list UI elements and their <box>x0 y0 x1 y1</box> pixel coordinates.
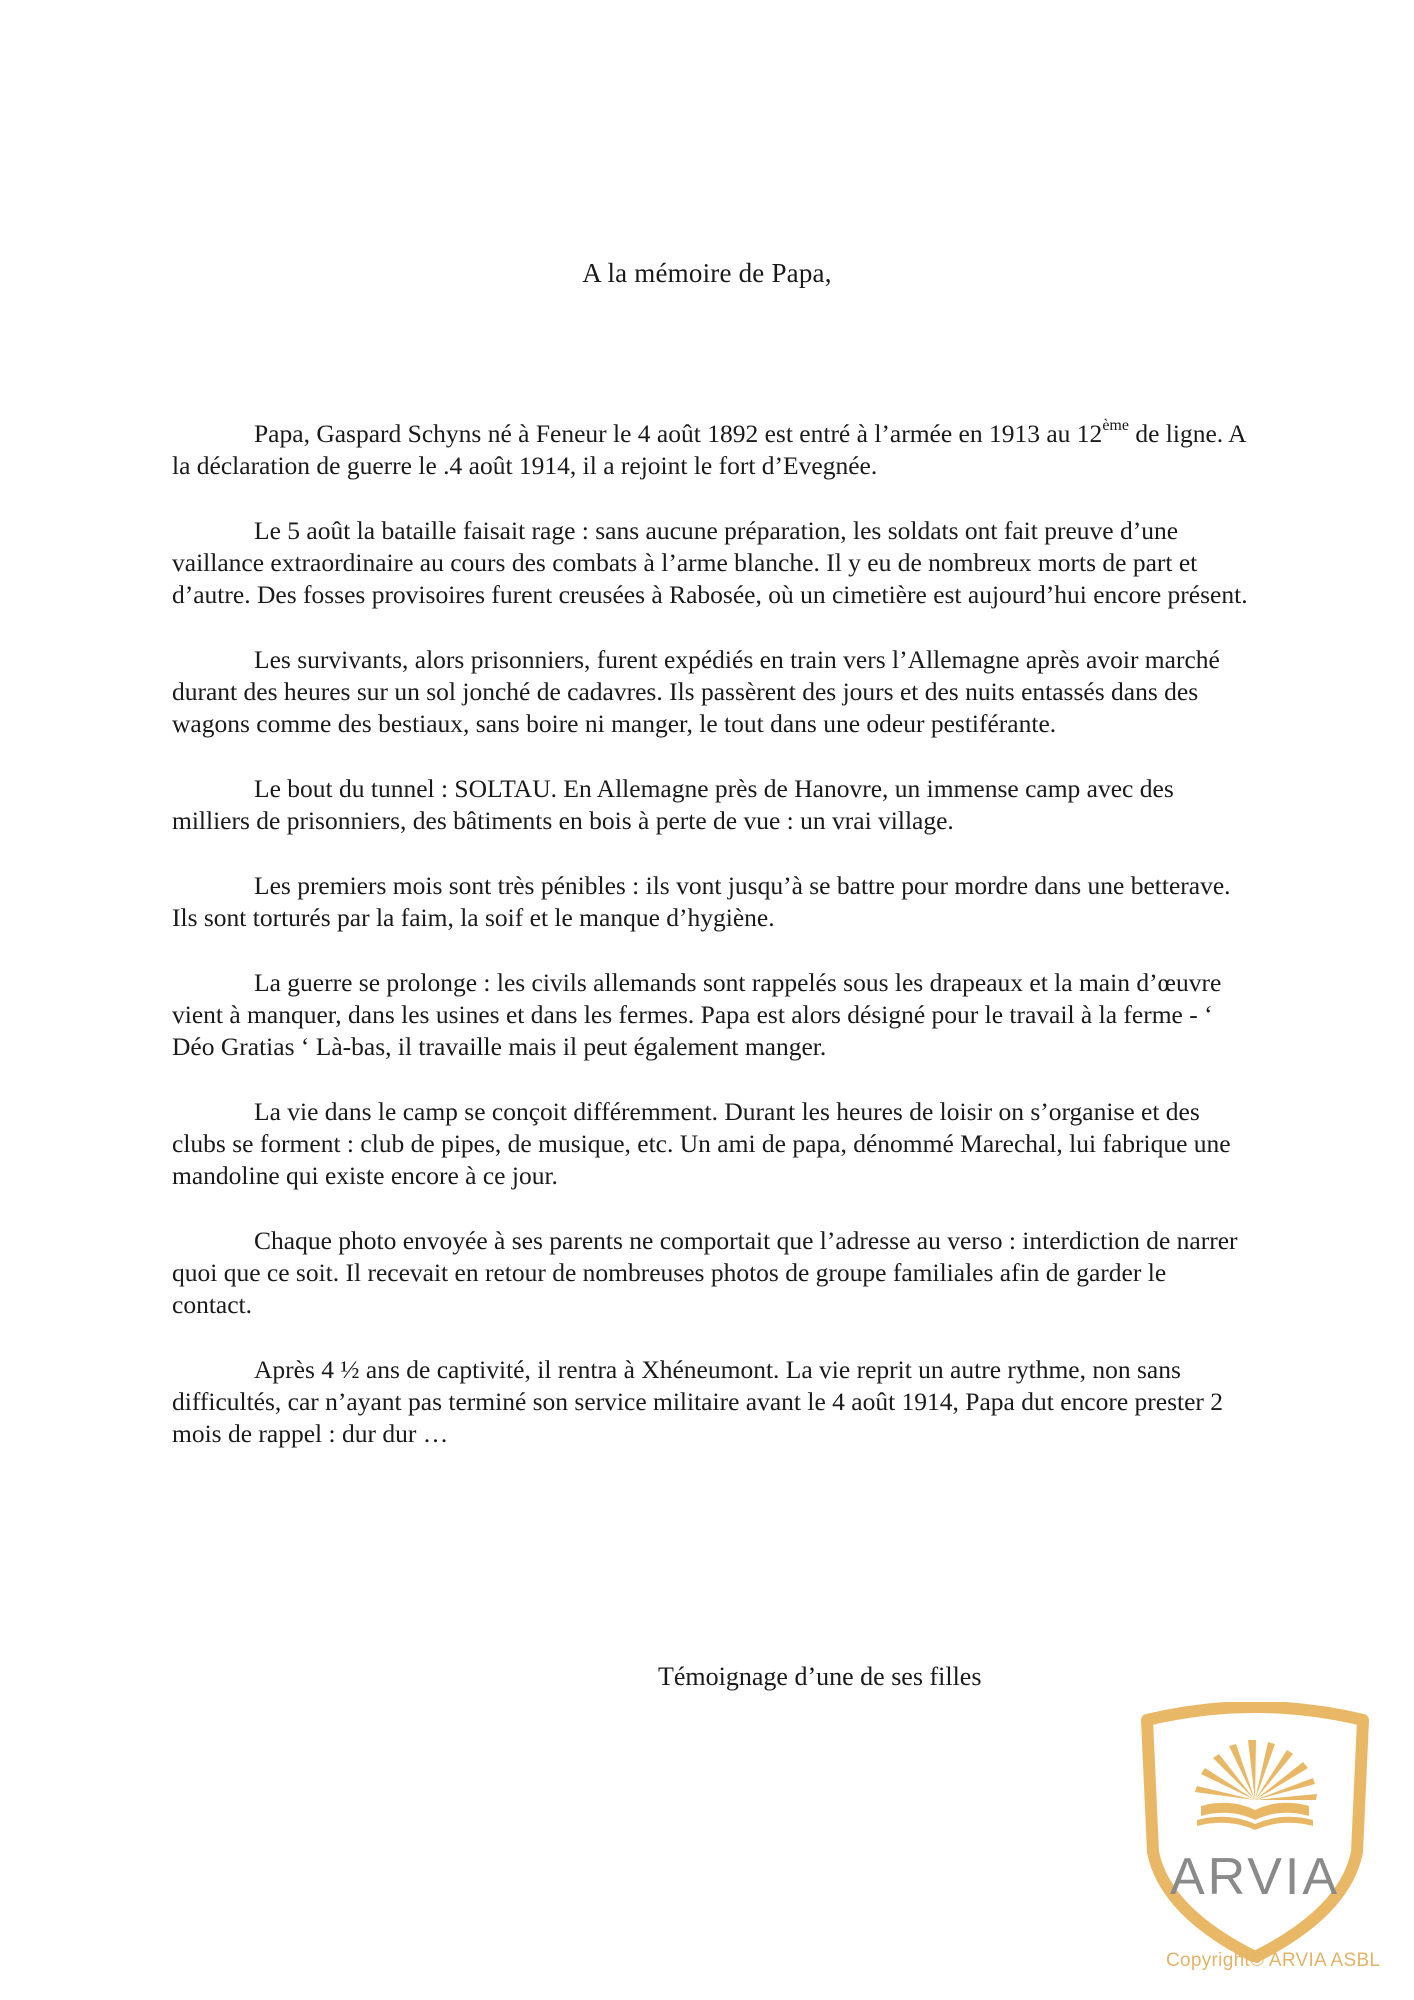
ordinal-superscript: ème <box>1102 417 1129 434</box>
signature: Témoignage d’une de ses filles <box>658 1662 982 1691</box>
paragraph-4: Le bout du tunnel : SOLTAU. En Allemagne près de Hanovre, un immense camp avec des milliers de prisonniers, des bâtiments en bois à perte de vue : un vrai village. <box>172 774 1174 835</box>
paragraph-7: La vie dans le camp se conçoit différemment. Durant les heures de loisir on s’organise et des clubs se forment : club de pipes, de musique, etc. Un ami de papa, dénommé Marechal, lui fabrique une mandoline qui existe encore à ce jour. <box>172 1097 1231 1190</box>
paragraph-8: Chaque photo envoyée à ses parents ne comportait que l’adresse au verso : interdiction de narrer quoi que ce soit. Il recevait en retour de nombreuses photos de groupe familiales afin de garder le contact. <box>172 1226 1238 1319</box>
paragraph-1-text: Papa, Gaspard Schyns né à Feneur le 4 août 1892 est entré à l’armée en 1913 au 12 <box>254 419 1103 448</box>
arvia-logo <box>1135 1702 1375 1962</box>
paragraph-5: Les premiers mois sont très pénibles : ils vont jusqu’à se battre pour mordre dans une betterave. Ils sont torturés par la faim, la soif et le manque d’hygiène. <box>172 871 1231 932</box>
paragraph-1-text-cont: de ligne. A la déclaration de guerre le .4 août 1914, il a rejoint le fort d’Evegnée. <box>172 419 1246 480</box>
paragraph-3: Les survivants, alors prisonniers, furent expédiés en train vers l’Allemagne après avoir marché durant des heures sur un sol jonché de cadavres. Ils passèrent des jours et des nuits entassés dans des wagons comme des bestiaux, sans boire ni manger, le tout dans une odeur pestiférante. <box>172 645 1220 738</box>
paragraph-1 <box>172 418 1252 482</box>
paragraph-6: La guerre se prolonge : les civils allemands sont rappelés sous les drapeaux et la main d’œuvre vient à manquer, dans les usines et dans les fermes. Papa est alors désigné pour le travail à la ferme - ‘ Déo Gratias ‘ Là-bas, il travaille mais il peut également manger. <box>172 968 1222 1061</box>
logo-text: ARVIA <box>1169 1848 1341 1906</box>
document-body <box>172 418 1252 1483</box>
copyright-notice: Copyright© ARVIA ASBL <box>1166 1950 1381 1971</box>
paragraph-9: Après 4 ½ ans de captivité, il rentra à Xhéneumont. La vie reprit un autre rythme, non sans difficultés, car n’ayant pas terminé son service militaire avant le 4 août 1914, Papa dut encore prester 2 mois de rappel : dur dur … <box>172 1355 1224 1448</box>
paragraph-2: Le 5 août la bataille faisait rage : sans aucune préparation, les soldats ont fait preuve d’une vaillance extraordinaire au cours des combats à l’arme blanche. Il y eu de nombreux morts de part et d’autre. Des fosses provisoires furent creusées à Rabosée, où un cimetière est aujourd’hui encore présent. <box>172 516 1248 609</box>
document-title: A la mémoire de Papa, <box>582 258 832 288</box>
